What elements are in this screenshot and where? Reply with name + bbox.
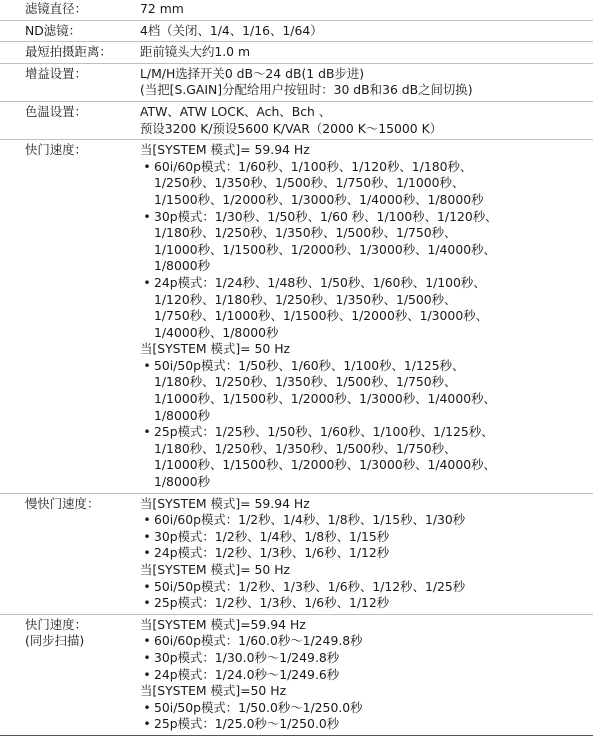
bullet-icon: • (143, 666, 151, 682)
spec-row-color-temp (0, 104, 593, 140)
spec-value-line: L/M/H选择开关0 dB～24 dB(1 dB步进) (140, 65, 365, 81)
list-item-text: 24p模式：1/2秒、1/3秒、1/6秒、1/12秒 (154, 545, 390, 561)
spec-value-line: 预设3200 K/预设5600 K/VAR（2000 K～15000 K） (140, 120, 443, 136)
bullet-icon: • (143, 512, 151, 528)
bullet-icon: • (143, 716, 151, 732)
list-item (140, 700, 587, 717)
list-item-text: 50i/50p模式：1/50秒、1/60秒、1/100秒、1/125秒、 1/180秒、1/250秒、1/350秒、1/500秒、1/750秒、 1/1000秒、1/1500秒、1/2000秒、1/3000秒、1/4000秒、 1/8000秒 (154, 357, 496, 423)
spec-label: 色温设置： (25, 103, 87, 119)
system-mode-header: 当[SYSTEM 模式]= 50 Hz (140, 341, 291, 357)
spec-value (140, 496, 593, 612)
list-item (140, 545, 587, 562)
list-item-text: 30p模式：1/30.0秒～1/249.8秒 (154, 649, 340, 665)
spec-value (140, 66, 593, 99)
list-item-text: 25p模式：1/25秒、1/50秒、1/60秒、1/100秒、1/125秒、 1/180秒、1/250秒、1/350秒、1/500秒、1/750秒、 1/1000秒、1/1500秒、1/2000秒、1/3000秒、1/4000秒、 1/8000秒 (154, 424, 496, 490)
spec-value (140, 1, 593, 18)
spec-label: 滤镜直径： (25, 1, 87, 16)
spec-row-slow-shutter (0, 496, 593, 615)
list-item-text: 25p模式：1/25.0秒～1/250.0秒 (154, 716, 340, 732)
spec-row-shutter (0, 142, 593, 493)
bullet-icon: • (143, 545, 151, 561)
list-item (140, 667, 587, 684)
bullet-icon: • (143, 274, 151, 290)
spec-label: 增益设置： (25, 65, 87, 81)
bullet-icon: • (143, 357, 151, 373)
bullet-icon: • (143, 649, 151, 665)
spec-label (0, 617, 140, 733)
spec-row-nd-filter (0, 23, 593, 43)
list-item (140, 633, 587, 650)
spec-row-gain (0, 66, 593, 102)
list-item-text: 50i/50p模式：1/2秒、1/3秒、1/6秒、1/12秒、1/25秒 (154, 578, 466, 594)
spec-value-line: 距前镜头大约1.0 m (140, 44, 251, 60)
list-item (140, 424, 587, 490)
bullet-icon: • (143, 699, 151, 715)
list-item-text: 60i/60p模式：1/60.0秒～1/249.8秒 (154, 633, 363, 649)
bullet-icon: • (143, 633, 151, 649)
spec-label: ND滤镜： (25, 22, 81, 38)
spec-value (140, 104, 593, 137)
spec-value (140, 23, 593, 40)
list-item-text: 24p模式：1/24.0秒～1/249.6秒 (154, 666, 340, 682)
list-item (140, 595, 587, 612)
spec-label: 最短拍摄距离： (25, 44, 112, 60)
bullet-icon: • (143, 208, 151, 224)
spec-row-sync-scan (0, 617, 593, 736)
spec-label: 慢快门速度： (25, 495, 100, 511)
list-item-text: 25p模式：1/2秒、1/3秒、1/6秒、1/12秒 (154, 595, 390, 611)
list-item (140, 512, 587, 529)
list-item-text: 60i/60p模式：1/2秒、1/4秒、1/8秒、1/15秒、1/30秒 (154, 512, 466, 528)
spec-label-line: (同步扫描) (25, 633, 85, 649)
list-item (140, 358, 587, 424)
spec-value (140, 617, 593, 733)
system-mode-header: 当[SYSTEM 模式]=59.94 Hz (140, 616, 306, 632)
system-mode-header: 当[SYSTEM 模式]= 59.94 Hz (140, 142, 310, 158)
spec-label: 快门速度： (25, 142, 87, 158)
list-item (140, 716, 587, 733)
spec-value (140, 44, 593, 61)
spec-row-filter-diameter (0, 1, 593, 21)
spec-value-line: 4档（关闭、1/4、1/16、1/64） (140, 22, 323, 38)
list-item-text: 30p模式：1/2秒、1/4秒、1/8秒、1/15秒 (154, 528, 390, 544)
bullet-icon: • (143, 578, 151, 594)
bullet-icon: • (143, 595, 151, 611)
list-item (140, 209, 587, 275)
system-mode-header: 当[SYSTEM 模式]= 59.94 Hz (140, 495, 310, 511)
list-item (140, 159, 587, 209)
list-item-text: 24p模式：1/24秒、1/48秒、1/50秒、1/60秒、1/100秒、 1/120秒、1/180秒、1/250秒、1/350秒、1/500秒、 1/750秒、1/1000秒、1/1500秒、1/2000秒、1/3000秒、 1/4000秒、1/8000秒 (154, 274, 488, 340)
system-mode-header: 当[SYSTEM 模式]= 50 Hz (140, 562, 291, 577)
list-item (140, 529, 587, 546)
spec-label-line: 快门速度： (25, 616, 87, 632)
spec-value (140, 142, 593, 490)
list-item-text: 50i/50p模式：1/50.0秒～1/250.0秒 (154, 699, 363, 715)
list-item-text: 60i/60p模式：1/60秒、1/100秒、1/120秒、1/180秒、 1/250秒、1/350秒、1/500秒、1/750秒、1/1000秒、 1/1500秒、1/2000秒、1/3000秒、1/4000秒、1/8000秒 (154, 158, 484, 207)
spec-value-line: 72 mm (140, 1, 184, 16)
list-item (140, 650, 587, 667)
bullet-icon: • (143, 158, 151, 174)
spec-value-line: ATW、ATW LOCK、Ach、Bch 、 (140, 103, 332, 119)
spec-row-min-distance (0, 44, 593, 64)
bullet-icon: • (143, 528, 151, 544)
list-item (140, 579, 587, 596)
spec-value-line: (当把[S.GAIN]分配给用户按钮时：30 dB和36 dB之间切换) (140, 82, 473, 98)
list-item (140, 275, 587, 341)
bullet-icon: • (143, 424, 151, 440)
system-mode-header: 当[SYSTEM 模式]=50 Hz (140, 683, 287, 699)
list-item-text: 30p模式：1/30秒、1/50秒、1/60 秒、1/100秒、1/120秒、 1/180秒、1/250秒、1/350秒、1/500秒、1/750秒、 1/1000秒、1/1500秒、1/2000秒、1/3000秒、1/4000秒、 1/8000秒 (154, 208, 498, 274)
